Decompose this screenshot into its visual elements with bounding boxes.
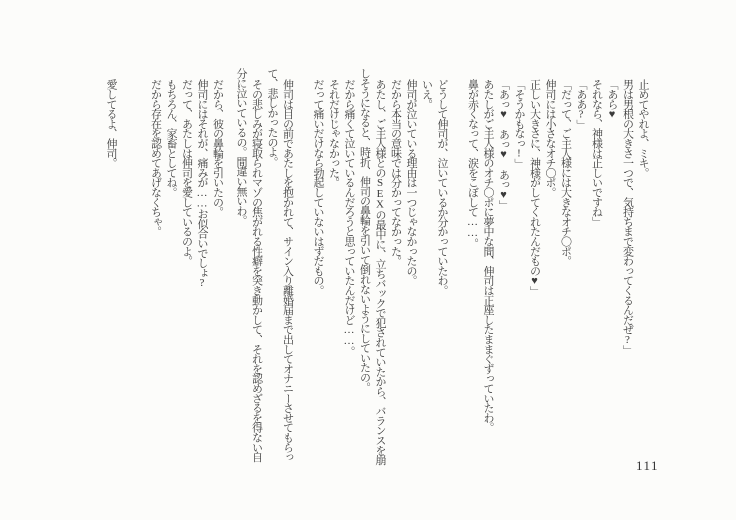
vertical-text-block <box>103 68 651 470</box>
text-line: 「ああ?」 <box>575 79 587 130</box>
text-line: どうして伸司が、泣いているか分かっていたわ。 <box>436 79 448 295</box>
text-line: 「あっ♥ あっ♥ あっ♥」 <box>497 79 510 210</box>
text-line: 正しい大きさに、神様がしてくれたんだもの♥」 <box>528 79 541 296</box>
text-line: だから存在を認めてあげなくちゃ。 <box>149 79 162 236</box>
text-line: 止めてやれよ、ミキ。 <box>637 79 649 178</box>
text-line: 鼻が赤くなって、涙をこぼして……。 <box>466 79 479 248</box>
text-line: だって痛いだけなら勃起していないはずだもの。 <box>312 79 324 295</box>
text-line: 分に泣いているの。間違い無いわ。 <box>235 68 247 225</box>
text-line: だから、彼の鼻輪を引いたの。 <box>211 79 224 217</box>
text-line: だから痛くて泣いているんだろうと思っていたんだけど……。 <box>343 79 355 356</box>
text-line: 「そうかもなっ!」 <box>513 79 525 169</box>
page-number: 111 <box>636 458 660 473</box>
column-gap <box>118 68 147 470</box>
text-line: 伸司は目の前であたしを抱かれて、サイン入り離婚届まで出してオナニーさせてもらっ <box>281 79 294 462</box>
text-line: て、悲しかったのよ。 <box>266 68 278 167</box>
text-line: もちろん、家畜としてね。 <box>165 79 177 197</box>
text-line: いえ。 <box>420 79 433 109</box>
column-gap <box>449 68 464 470</box>
text-line: 伸司には小さなオチ〇ポ。 <box>544 79 556 197</box>
text-line: だから本当の意味では分かってなかった。 <box>389 79 402 266</box>
text-line: 「だって、ご主人様には大きなオチ〇ポ。 <box>559 79 572 266</box>
text-line: 愛してるよ、伸司。 <box>105 79 117 168</box>
text-line: あたしがご主人様のオチ〇ポに夢中な間、伸司は正座したままぐずっていたわ。 <box>482 79 494 432</box>
text-line: それだけじゃなかった。 <box>327 79 340 187</box>
text-line: 「あら♥ <box>606 79 618 120</box>
text-line: それなら、神様は正しいですね」 <box>590 79 603 227</box>
column-gap <box>225 68 233 470</box>
text-line: しそうになると、時折、伸司の鼻輪を引いて倒れないようにしていたの。 <box>358 68 371 392</box>
text-line: 伸司にはそれが、痛みが……お似合いでしょ? <box>196 79 208 288</box>
text-line: あたし、ご主人様とのSEXの最中に、立ちバックで犯されていたから、バランスを崩 <box>374 79 386 465</box>
text-line: だって、あたしは伸司を愛しているのよ。 <box>180 79 193 266</box>
column-gap <box>295 68 310 470</box>
text-line: 伸司が泣いている理由は一つじゃなかったの。 <box>405 79 417 285</box>
text-line: 男は男根の大きさ一つで、気持ちまで変わってくるんだぜ?」 <box>621 79 634 355</box>
text-line: その悲しみが寝取られマゾの焦がれる性癖を突き動かして、それを認めざるを得ない自 <box>250 79 263 462</box>
